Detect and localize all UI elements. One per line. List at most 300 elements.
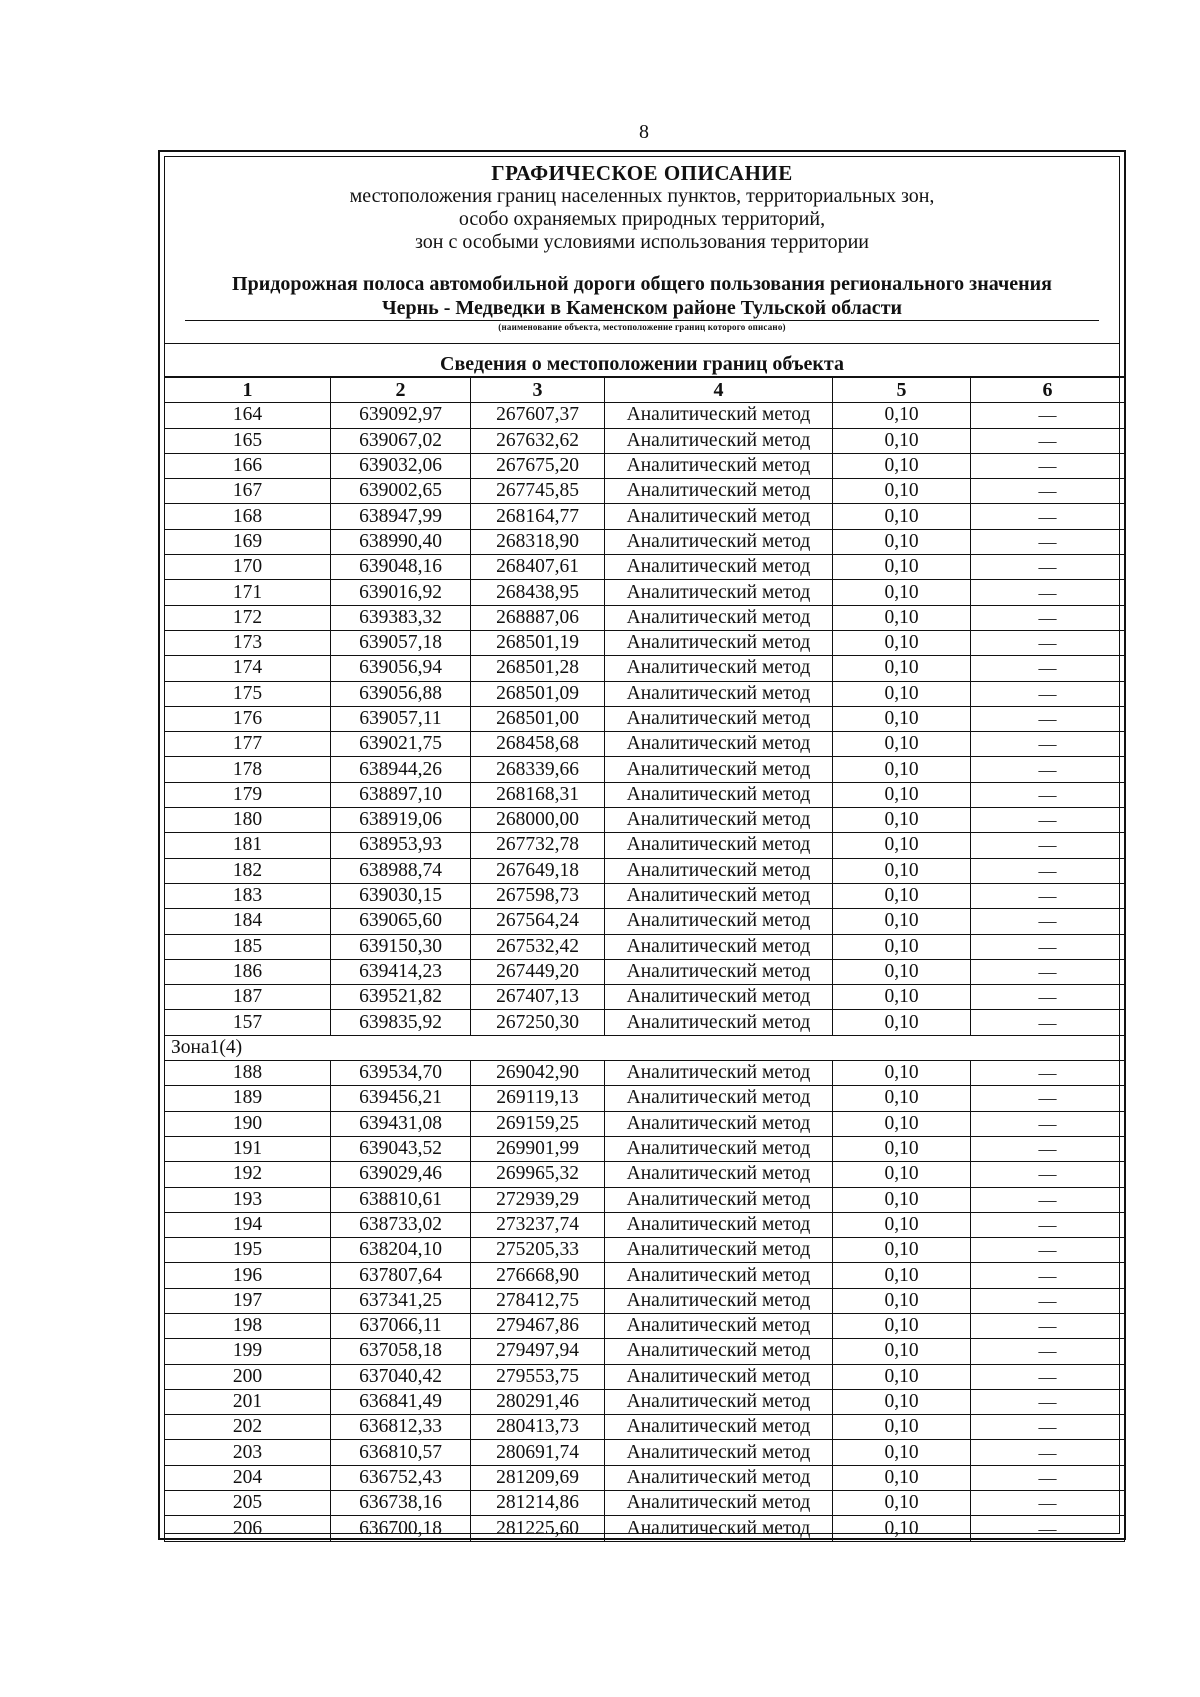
- table-cell: 191: [165, 1136, 331, 1161]
- table-row: [165, 555, 1125, 580]
- table-cell: 637341,25: [331, 1288, 471, 1313]
- table-cell: 267449,20: [471, 959, 605, 984]
- table-cell: Аналитический метод: [605, 1263, 833, 1288]
- table-cell: 0,10: [833, 757, 971, 782]
- table-cell: 182: [165, 858, 331, 883]
- table-cell: 0,10: [833, 1465, 971, 1490]
- table-cell: Аналитический метод: [605, 1162, 833, 1187]
- table-cell: 636810,57: [331, 1440, 471, 1465]
- table-cell: Аналитический метод: [605, 555, 833, 580]
- table-cell: Аналитический метод: [605, 1086, 833, 1111]
- table-cell: —: [971, 1263, 1125, 1288]
- table-cell: 201: [165, 1389, 331, 1414]
- table-cell: 0,10: [833, 1491, 971, 1516]
- table-cell: —: [971, 909, 1125, 934]
- table-cell: 639456,21: [331, 1086, 471, 1111]
- table-cell: —: [971, 1491, 1125, 1516]
- table-row: [165, 605, 1125, 630]
- table-row: [165, 1086, 1125, 1111]
- table-cell: 268887,06: [471, 605, 605, 630]
- table-cell: Аналитический метод: [605, 959, 833, 984]
- table-cell: 639414,23: [331, 959, 471, 984]
- table-cell: —: [971, 605, 1125, 630]
- table-cell: Аналитический метод: [605, 985, 833, 1010]
- zone-row: [165, 1035, 1125, 1060]
- table-cell: 636812,33: [331, 1415, 471, 1440]
- table-cell: —: [971, 1313, 1125, 1338]
- table-cell: 637807,64: [331, 1263, 471, 1288]
- table-row: [165, 1061, 1125, 1086]
- table-cell: 0,10: [833, 1238, 971, 1263]
- table-cell: —: [971, 1339, 1125, 1364]
- table-cell: 268318,90: [471, 529, 605, 554]
- table-cell: 200: [165, 1364, 331, 1389]
- table-row: [165, 403, 1125, 428]
- table-row: [165, 453, 1125, 478]
- table-cell: 0,10: [833, 1364, 971, 1389]
- table-cell: 0,10: [833, 858, 971, 883]
- table-cell: 187: [165, 985, 331, 1010]
- table-cell: —: [971, 555, 1125, 580]
- table-cell: 272939,29: [471, 1187, 605, 1212]
- table-cell: 636738,16: [331, 1491, 471, 1516]
- table-row: [165, 934, 1125, 959]
- table-cell: 639002,65: [331, 479, 471, 504]
- table-cell: 0,10: [833, 1440, 971, 1465]
- subtitle-line-2: особо охраняемых природных территорий,: [458, 208, 826, 230]
- table-row: [165, 858, 1125, 883]
- table-cell: 267532,42: [471, 934, 605, 959]
- table-cell: 281209,69: [471, 1465, 605, 1490]
- table-cell: Аналитический метод: [605, 479, 833, 504]
- table-cell: 185: [165, 934, 331, 959]
- table-cell: 267649,18: [471, 858, 605, 883]
- table-cell: 638204,10: [331, 1238, 471, 1263]
- table-cell: 0,10: [833, 883, 971, 908]
- table-row: [165, 1136, 1125, 1161]
- table-row: [165, 1339, 1125, 1364]
- table-cell: 0,10: [833, 959, 971, 984]
- table-cell: 183: [165, 883, 331, 908]
- table-cell: Аналитический метод: [605, 1389, 833, 1414]
- table-cell: 279553,75: [471, 1364, 605, 1389]
- table-cell: —: [971, 985, 1125, 1010]
- table-cell: 279467,86: [471, 1313, 605, 1338]
- table-row: [165, 1187, 1125, 1212]
- table-cell: 637040,42: [331, 1364, 471, 1389]
- table-cell: 639021,75: [331, 732, 471, 757]
- table-cell: 165: [165, 428, 331, 453]
- table-cell: —: [971, 883, 1125, 908]
- table-cell: —: [971, 403, 1125, 428]
- table-cell: 0,10: [833, 1288, 971, 1313]
- document-title: ГРАФИЧЕСКОЕ ОПИСАНИЕ: [491, 161, 793, 185]
- table-cell: 166: [165, 453, 331, 478]
- table-row: [165, 1212, 1125, 1237]
- table-cell: 0,10: [833, 555, 971, 580]
- table-cell: Аналитический метод: [605, 1111, 833, 1136]
- table-cell: —: [971, 858, 1125, 883]
- column-header: 5: [833, 377, 971, 403]
- table-cell: Аналитический метод: [605, 1061, 833, 1086]
- table-row: [165, 985, 1125, 1010]
- table-cell: 268501,19: [471, 630, 605, 655]
- table-row: [165, 883, 1125, 908]
- table-cell: 0,10: [833, 1111, 971, 1136]
- table-cell: —: [971, 681, 1125, 706]
- table-row: [165, 732, 1125, 757]
- table-cell: 173: [165, 630, 331, 655]
- table-cell: Аналитический метод: [605, 934, 833, 959]
- coordinates-table: [164, 376, 1125, 1542]
- table-cell: —: [971, 782, 1125, 807]
- table-cell: Аналитический метод: [605, 1313, 833, 1338]
- table-cell: 280291,46: [471, 1389, 605, 1414]
- table-cell: 276668,90: [471, 1263, 605, 1288]
- table-cell: Аналитический метод: [605, 580, 833, 605]
- table-cell: Аналитический метод: [605, 630, 833, 655]
- table-cell: 0,10: [833, 1516, 971, 1541]
- table-row: [165, 909, 1125, 934]
- table-cell: Аналитический метод: [605, 909, 833, 934]
- table-cell: 273237,74: [471, 1212, 605, 1237]
- object-name-line-2: Чернь - Медведки в Каменском районе Тульской области: [381, 297, 903, 319]
- table-cell: 267732,78: [471, 833, 605, 858]
- table-cell: 170: [165, 555, 331, 580]
- table-cell: 267564,24: [471, 909, 605, 934]
- table-cell: 267675,20: [471, 453, 605, 478]
- table-cell: 639029,46: [331, 1162, 471, 1187]
- table-cell: 639534,70: [331, 1061, 471, 1086]
- table-cell: 639043,52: [331, 1136, 471, 1161]
- table-cell: 636700,18: [331, 1516, 471, 1541]
- table-cell: 639383,32: [331, 605, 471, 630]
- section-divider: [165, 343, 1119, 344]
- table-cell: Аналитический метод: [605, 757, 833, 782]
- table-cell: 268501,09: [471, 681, 605, 706]
- table-cell: 0,10: [833, 403, 971, 428]
- table-cell: —: [971, 1389, 1125, 1414]
- table-cell: 167: [165, 479, 331, 504]
- table-cell: —: [971, 1010, 1125, 1035]
- table-row: [165, 757, 1125, 782]
- table-cell: 0,10: [833, 909, 971, 934]
- table-row: [165, 1111, 1125, 1136]
- table-row: [165, 681, 1125, 706]
- subtitle-line-3: зон с особыми условиями использования территории: [414, 231, 870, 253]
- table-cell: Аналитический метод: [605, 504, 833, 529]
- table-cell: 0,10: [833, 1086, 971, 1111]
- table-cell: 0,10: [833, 453, 971, 478]
- table-cell: 168: [165, 504, 331, 529]
- table-cell: 0,10: [833, 1061, 971, 1086]
- table-cell: 178: [165, 757, 331, 782]
- table-cell: 171: [165, 580, 331, 605]
- table-cell: 0,10: [833, 732, 971, 757]
- table-cell: 281225,60: [471, 1516, 605, 1541]
- table-cell: 177: [165, 732, 331, 757]
- table-cell: 181: [165, 833, 331, 858]
- table-cell: 267598,73: [471, 883, 605, 908]
- table-cell: 0,10: [833, 504, 971, 529]
- table-cell: 267407,13: [471, 985, 605, 1010]
- table-cell: Аналитический метод: [605, 732, 833, 757]
- table-cell: 205: [165, 1491, 331, 1516]
- table-cell: 269042,90: [471, 1061, 605, 1086]
- table-cell: 0,10: [833, 985, 971, 1010]
- table-cell: 639057,11: [331, 706, 471, 731]
- table-cell: Аналитический метод: [605, 428, 833, 453]
- table-row: [165, 782, 1125, 807]
- inner-frame: [164, 156, 1120, 1539]
- table-cell: 0,10: [833, 630, 971, 655]
- table-cell: 180: [165, 808, 331, 833]
- table-cell: 639030,15: [331, 883, 471, 908]
- table-cell: Аналитический метод: [605, 1238, 833, 1263]
- table-cell: —: [971, 1364, 1125, 1389]
- table-cell: 267250,30: [471, 1010, 605, 1035]
- table-cell: 280413,73: [471, 1415, 605, 1440]
- table-cell: 184: [165, 909, 331, 934]
- object-name-line-1: Придорожная полоса автомобильной дороги общего пользования регионального значения: [232, 273, 1052, 295]
- table-cell: 268501,28: [471, 656, 605, 681]
- table-cell: —: [971, 1288, 1125, 1313]
- table-cell: —: [971, 808, 1125, 833]
- table-cell: 195: [165, 1238, 331, 1263]
- table-cell: —: [971, 959, 1125, 984]
- table-cell: 639067,02: [331, 428, 471, 453]
- table-cell: Аналитический метод: [605, 706, 833, 731]
- table-row: [165, 706, 1125, 731]
- table-cell: Аналитический метод: [605, 858, 833, 883]
- table-row: [165, 1491, 1125, 1516]
- table-cell: 638947,99: [331, 504, 471, 529]
- table-row: [165, 808, 1125, 833]
- table-cell: 639057,18: [331, 630, 471, 655]
- table-row: [165, 1465, 1125, 1490]
- table-cell: 639056,94: [331, 656, 471, 681]
- table-cell: 0,10: [833, 1313, 971, 1338]
- table-cell: 203: [165, 1440, 331, 1465]
- table-cell: 267632,62: [471, 428, 605, 453]
- table-cell: 639016,92: [331, 580, 471, 605]
- column-header: 4: [605, 377, 833, 403]
- zone-label: Зона1(4): [165, 1035, 1125, 1060]
- table-cell: —: [971, 1238, 1125, 1263]
- table-header-row: [165, 377, 1125, 403]
- table-cell: 280691,74: [471, 1440, 605, 1465]
- table-cell: —: [971, 453, 1125, 478]
- table-row: [165, 1440, 1125, 1465]
- table-cell: —: [971, 1162, 1125, 1187]
- table-cell: 194: [165, 1212, 331, 1237]
- table-cell: —: [971, 479, 1125, 504]
- table-row: [165, 1313, 1125, 1338]
- table-cell: 0,10: [833, 605, 971, 630]
- table-cell: Аналитический метод: [605, 833, 833, 858]
- table-cell: 197: [165, 1288, 331, 1313]
- table-cell: 639835,92: [331, 1010, 471, 1035]
- table-cell: 202: [165, 1415, 331, 1440]
- table-cell: —: [971, 1061, 1125, 1086]
- table-cell: —: [971, 1440, 1125, 1465]
- table-cell: —: [971, 1136, 1125, 1161]
- table-cell: 189: [165, 1086, 331, 1111]
- table-cell: 0,10: [833, 1389, 971, 1414]
- table-cell: 193: [165, 1187, 331, 1212]
- table-row: [165, 833, 1125, 858]
- table-cell: 639431,08: [331, 1111, 471, 1136]
- table-cell: Аналитический метод: [605, 605, 833, 630]
- table-cell: 0,10: [833, 580, 971, 605]
- table-body-group-2: [165, 1061, 1125, 1542]
- table-cell: 637058,18: [331, 1339, 471, 1364]
- table-cell: —: [971, 757, 1125, 782]
- table-row: [165, 1516, 1125, 1541]
- table-cell: 0,10: [833, 1162, 971, 1187]
- table-cell: 0,10: [833, 1263, 971, 1288]
- table-cell: 175: [165, 681, 331, 706]
- table-cell: 0,10: [833, 428, 971, 453]
- table-row: [165, 1389, 1125, 1414]
- table-cell: 0,10: [833, 934, 971, 959]
- table-cell: 269901,99: [471, 1136, 605, 1161]
- page-number: 8: [639, 121, 649, 143]
- table-row: [165, 1162, 1125, 1187]
- table-cell: Аналитический метод: [605, 681, 833, 706]
- table-cell: —: [971, 1465, 1125, 1490]
- table-cell: —: [971, 934, 1125, 959]
- table-cell: Аналитический метод: [605, 453, 833, 478]
- table-cell: 190: [165, 1111, 331, 1136]
- table-cell: 0,10: [833, 833, 971, 858]
- table-cell: 206: [165, 1516, 331, 1541]
- table-cell: 638733,02: [331, 1212, 471, 1237]
- table-cell: 638897,10: [331, 782, 471, 807]
- table-cell: Аналитический метод: [605, 883, 833, 908]
- table-cell: 268000,00: [471, 808, 605, 833]
- subtitle-line-1: местоположения границ населенных пунктов, территориальных зон,: [349, 185, 935, 207]
- table-cell: 267607,37: [471, 403, 605, 428]
- table-cell: 636752,43: [331, 1465, 471, 1490]
- table-cell: —: [971, 1111, 1125, 1136]
- table-cell: Аналитический метод: [605, 1465, 833, 1490]
- table-cell: 176: [165, 706, 331, 731]
- table-cell: —: [971, 428, 1125, 453]
- table-cell: —: [971, 1212, 1125, 1237]
- table-cell: Аналитический метод: [605, 808, 833, 833]
- table-row: [165, 1415, 1125, 1440]
- table-cell: 638990,40: [331, 529, 471, 554]
- document-frame: [158, 150, 1126, 1540]
- column-header: 3: [471, 377, 605, 403]
- table-cell: 278412,75: [471, 1288, 605, 1313]
- table-cell: 638988,74: [331, 858, 471, 883]
- document-header: [165, 157, 1119, 347]
- table-cell: 174: [165, 656, 331, 681]
- table-cell: Аналитический метод: [605, 1187, 833, 1212]
- table-cell: 0,10: [833, 1415, 971, 1440]
- table-row: [165, 656, 1125, 681]
- table-row: [165, 428, 1125, 453]
- table-cell: Аналитический метод: [605, 403, 833, 428]
- table-cell: 0,10: [833, 706, 971, 731]
- table-cell: 0,10: [833, 479, 971, 504]
- table-cell: 172: [165, 605, 331, 630]
- table-cell: 268168,31: [471, 782, 605, 807]
- table-cell: 268458,68: [471, 732, 605, 757]
- table-cell: —: [971, 1086, 1125, 1111]
- table-cell: 186: [165, 959, 331, 984]
- table-cell: 199: [165, 1339, 331, 1364]
- table-cell: Аналитический метод: [605, 1364, 833, 1389]
- table-cell: 164: [165, 403, 331, 428]
- table-row: [165, 1238, 1125, 1263]
- table-cell: 179: [165, 782, 331, 807]
- table-cell: Аналитический метод: [605, 1440, 833, 1465]
- table-cell: —: [971, 1516, 1125, 1541]
- table-cell: 639065,60: [331, 909, 471, 934]
- table-cell: 0,10: [833, 1339, 971, 1364]
- table-cell: 157: [165, 1010, 331, 1035]
- table-cell: 0,10: [833, 1136, 971, 1161]
- table-row: [165, 529, 1125, 554]
- table-cell: 637066,11: [331, 1313, 471, 1338]
- table-cell: Аналитический метод: [605, 1491, 833, 1516]
- table-row: [165, 1263, 1125, 1288]
- table-cell: —: [971, 833, 1125, 858]
- table-cell: —: [971, 706, 1125, 731]
- table-cell: Аналитический метод: [605, 529, 833, 554]
- table-cell: Аналитический метод: [605, 1415, 833, 1440]
- table-cell: Аналитический метод: [605, 656, 833, 681]
- table-cell: 204: [165, 1465, 331, 1490]
- zone-row-group: [165, 1035, 1125, 1060]
- table-cell: 196: [165, 1263, 331, 1288]
- table-row: [165, 630, 1125, 655]
- table-cell: 268407,61: [471, 555, 605, 580]
- table-cell: —: [971, 1415, 1125, 1440]
- table-cell: 639092,97: [331, 403, 471, 428]
- table-cell: —: [971, 580, 1125, 605]
- table-cell: Аналитический метод: [605, 1136, 833, 1161]
- table-cell: 0,10: [833, 1187, 971, 1212]
- table-cell: —: [971, 1187, 1125, 1212]
- table-cell: 268438,95: [471, 580, 605, 605]
- table-cell: —: [971, 529, 1125, 554]
- table-cell: 268339,66: [471, 757, 605, 782]
- table-cell: 0,10: [833, 681, 971, 706]
- column-header: 2: [331, 377, 471, 403]
- table-cell: 275205,33: [471, 1238, 605, 1263]
- table-cell: —: [971, 504, 1125, 529]
- column-header: 6: [971, 377, 1125, 403]
- table-cell: 268501,00: [471, 706, 605, 731]
- table-cell: 0,10: [833, 529, 971, 554]
- table-row: [165, 959, 1125, 984]
- object-name-caption: (наименование объекта, местоположение границ которого описано): [498, 322, 786, 332]
- table-row: [165, 1010, 1125, 1035]
- table-cell: 0,10: [833, 782, 971, 807]
- table-cell: 281214,86: [471, 1491, 605, 1516]
- table-cell: 268164,77: [471, 504, 605, 529]
- table-row: [165, 479, 1125, 504]
- column-header: 1: [165, 377, 331, 403]
- section-title: Сведения о местоположении границ объекта: [440, 353, 844, 375]
- table-cell: 0,10: [833, 808, 971, 833]
- table-cell: 0,10: [833, 656, 971, 681]
- table-cell: —: [971, 732, 1125, 757]
